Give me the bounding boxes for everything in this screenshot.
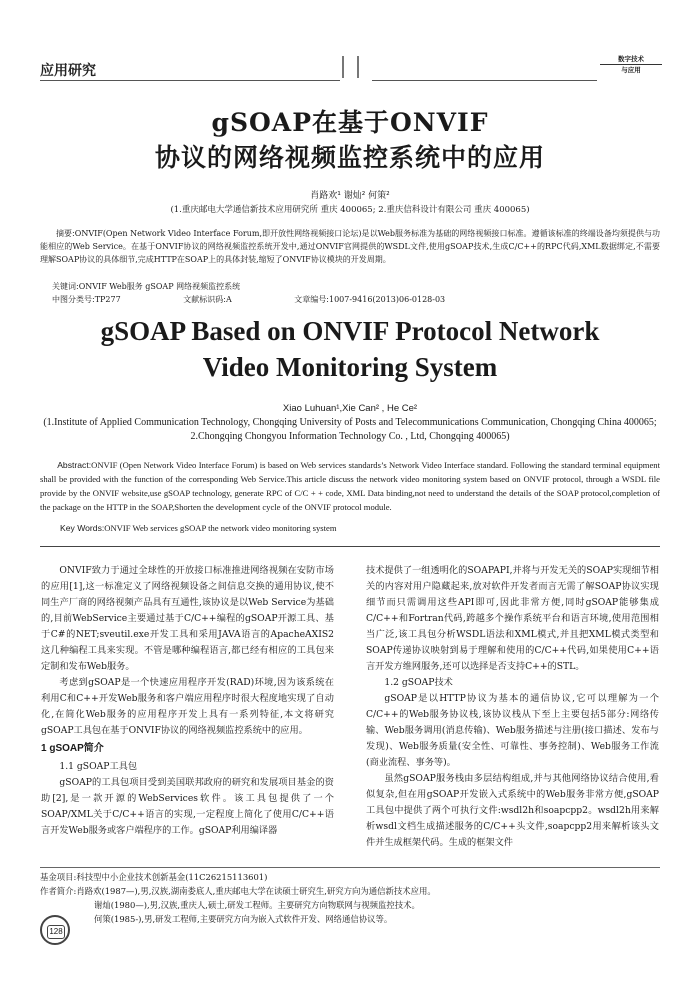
body-column-right xyxy=(366,563,659,851)
title-cn-line1: gSOAP在基于ONVIF xyxy=(211,108,489,137)
body-paragraph: 考虑到gSOAP是一个快速应用程序开发(RAD)环境,因为该系统在利用C和C++开发Web服务和客户端应用程序时很大程度地实现了自动化,在简化Web服务的应用程序开发上具有一系列特征,本文将研究gSOAP工具包在基于ONVIF协议的网络视频监控系统中的应用。 xyxy=(41,677,334,736)
keywords-en-value: ONVIF Web services gSOAP the network video monitoring system xyxy=(104,523,337,533)
keywords-cn-label: 关键词: xyxy=(52,282,79,291)
title-cn-line2: 协议的网络视频监控系统中的应用 xyxy=(154,143,545,172)
abstract-en-text: ONVIF (Open Network Video Interface Forum) is based on Web services standards’s Network Video Interface standard. Following the standard terminal equipment shall be provided with the function of the corresponding Web Service.This article discuss the network video monitoring system based on ONVIF protocol, through a WSDL file provide by the ONVIF website,use gSOAP technology, generate RPC of C/C + + code, XML Data binding,not need to understand the details of the SOAP protocol,completion of the package on the HTTP in the SOAP,Shorten the development cycle of the ONVIF protocol module. xyxy=(40,460,660,512)
page-number: 128 xyxy=(47,925,65,939)
clc-label: 中图分类号: xyxy=(52,295,95,304)
doc-code-value: A xyxy=(225,295,232,304)
body-paragraph: gSOAP是以HTTP协议为基本的通信协议,它可以理解为一个C/C++的Web服务协议栈,该协议栈从下至上主要包括5部分:网络传输、Web服务调用(消息传输)、Web服务描述与注册(接口描述、发布与发现)、Web服务质量(安全性、可靠性、事务控制)、Web服务工作流(商业流程、事务等)。 xyxy=(366,693,659,768)
section-label: 应用研究 xyxy=(40,63,96,79)
affiliation-en: (1.Institute of Applied Communication Technology, Chongqing University of Posts and Telecommunications Communication, Chongqing China 400065; 2.Chongqing Chongyou Information Technology Co. , Ltd, Chongqing 400065) xyxy=(43,417,657,442)
body-paragraph: 技术提供了一组透明化的SOAPAPI,并将与开发无关的SOAP实现细节相关的内容对用户隐藏起来,放对软件开发者而言无需了解SOAP协议实现细节而只需调用这些API即可,因此非常方便,同时gSOAP能够集成C/C++和Fortran代码,跨越多个操作系统平台和语言环境,使用范围相当广泛,该工具包分析WSDL语法和XML模式,并且把XML模式类型和SOAP传递协议映射到易于理解和使用的C/C++代码,如果使用C++语言开发方维网服务,还可以选择是否支持C++的STL。 xyxy=(366,565,659,672)
abstract-en xyxy=(40,458,660,514)
keywords-cn xyxy=(40,280,660,293)
journal-logo-line1: 数字技术 xyxy=(600,54,662,65)
abstract-cn-text: ONVIF(Open Network Video Interface Forum,即开放性网络视频接口论坛)是以Web服务标准为基础的网络视频接口标准。遵循该标准的终端设备均须提供与功能相应的Web Service。在基于ONVIF协议的网络视频监控系统开发中,通过ONVIF官网提供的WSDL文件,使用gSOAP技术,生成C/C++的RPC代码,XML数据绑定,不需要理解SOAP协议的具体细节,完成HTTP在SOAP上的具体封装,缩短了ONVIF协议模块的开发周期。 xyxy=(40,229,660,264)
title-en-line1: gSOAP Based on ONVIF Protocol Network xyxy=(100,316,600,346)
header-divider-bar xyxy=(357,56,359,78)
footnote-author2: 谢灿(1980—),男,汉族,重庆人,硕士,研发工程师。主要研究方向物联网与视频监控技术。 xyxy=(94,900,420,910)
abstract-cn-label: 摘要: xyxy=(56,229,75,238)
page-number-badge xyxy=(40,915,70,945)
subsection-heading: 1.1 gSOAP工具包 xyxy=(59,761,138,772)
title-en-line2: Video Monitoring System xyxy=(202,352,498,382)
footnote-author1: 作者简介:肖路欢(1987—),男,汉族,湖南娄底人,重庆邮电大学在读硕士研究生,研究方向为通信新技术应用。 xyxy=(40,886,436,896)
header-rule-left xyxy=(40,80,340,81)
header-rule-right xyxy=(372,80,597,81)
footnote-divider xyxy=(40,867,660,868)
body-paragraph: 虽然gSOAP服务栈由多层结构组成,并与其他网络协议结合使用,看似复杂,但在用gSOAP开发嵌入式系统中的Web服务非常方便,gSOAP工具包中提供了两个可执行文件:wsdl2h和soapcpp2。wsdl2h用来解析wsdl文档生成描述服务的C/C++头文件,soapcpp2用来解析该头文件并生成框架代码。生成的框架文件 xyxy=(366,773,659,848)
article-number-label: 文章编号: xyxy=(294,295,329,304)
section-heading: 1 gSOAP简介 xyxy=(41,743,104,754)
authors-cn: 肖路欢¹ 谢灿² 何策² xyxy=(310,191,390,201)
footnotes xyxy=(40,870,660,926)
body-column-left xyxy=(41,563,334,839)
keywords-en xyxy=(40,521,660,535)
journal-logo xyxy=(600,54,662,80)
affiliation-cn: (1.重庆邮电大学通信新技术应用研究所 重庆 400065; 2.重庆信科设计有限公司 重庆 400065) xyxy=(170,205,530,215)
authors-en: Xiao Luhuan¹,Xie Can² , He Ce² xyxy=(282,403,418,414)
article-number-value: 1007-9416(2013)06-0128-03 xyxy=(328,295,446,304)
header-divider-bar xyxy=(342,56,344,78)
clc-value: TP277 xyxy=(94,295,121,304)
classification-row xyxy=(40,293,660,306)
keywords-en-label: Key Words: xyxy=(60,523,105,533)
doc-code-label: 文献标识码: xyxy=(183,295,226,304)
footnote-author3: 何策(1985-),男,研发工程师,主要研究方向为嵌入式软件开发、网络通信协议等。 xyxy=(94,914,393,924)
keywords-cn-value: ONVIF Web服务 gSOAP 网络视频监控系统 xyxy=(78,282,241,291)
body-paragraph: gSOAP的工具包项目受到美国联邦政府的研究和发展项目基金的资助[2],是一款开源的WebServices软件。该工具包提供了一个SOAP/XML关于C/C++语言的实现,一定程度上简化了使用C/C++语言开发Web服务或客户端程序的工作。gSOAP利用编译器 xyxy=(41,777,334,836)
abstract-en-label: Abstract: xyxy=(57,460,92,470)
body-paragraph: ONVIF致力于通过全球性的开放接口标准推进网络视频在安防市场的应用[1],这一标准定义了网络视频设备之间信息交换的通用协议,使不同生产厂商的网络视频产品具有互通性,该协议是以Web Service为基础的,目前WebService主要通过基于C/C++编程的gSOAP开源工具、基于C#的NET;sveutil.exe开发工具和采用JAVA语言的ApacheAXIS2这几种编程工具来实现。不管是哪种编程语言,都已经有相应的工具包来定制和发布Web服务。 xyxy=(41,565,334,672)
subsection-heading: 1.2 gSOAP技术 xyxy=(384,677,453,688)
abstract-divider xyxy=(40,546,660,547)
footnote-fund: 基金项目:科技型中小企业技术创新基金(11C26215113601) xyxy=(40,872,268,882)
journal-logo-line2: 与应用 xyxy=(621,66,641,74)
abstract-cn xyxy=(40,227,660,266)
